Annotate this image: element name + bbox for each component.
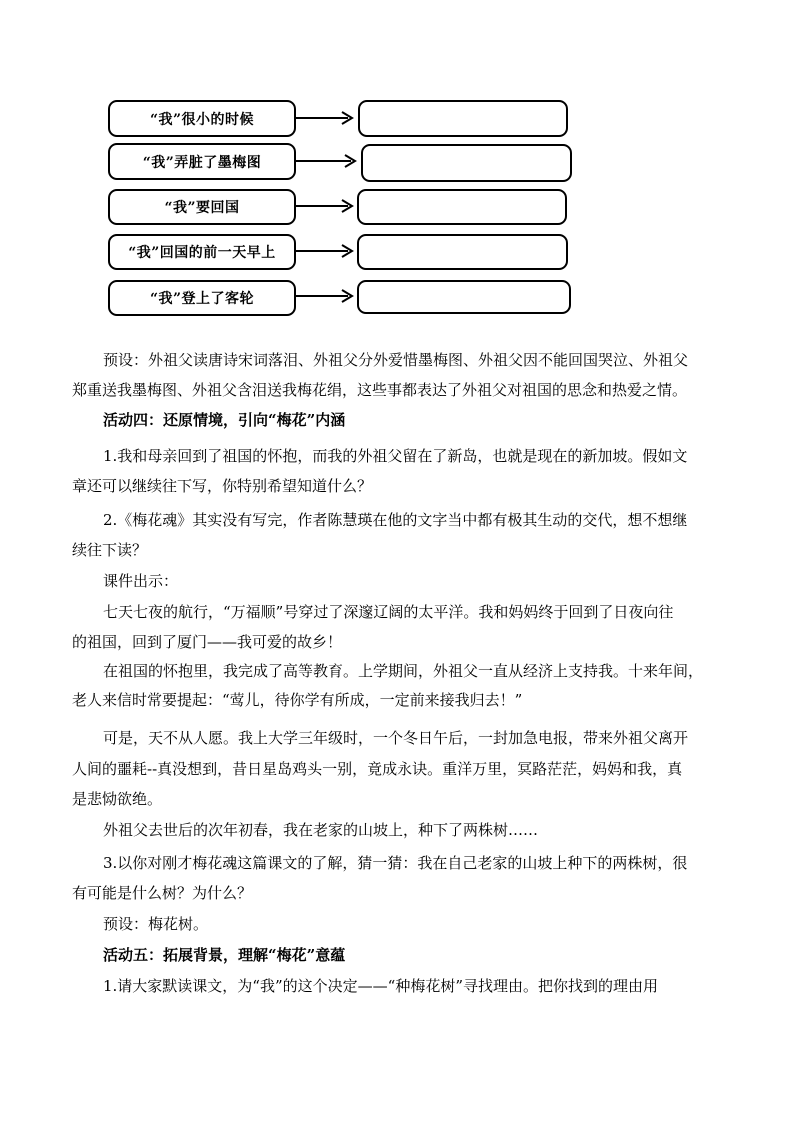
- answer-box-1[interactable]: [358, 100, 568, 137]
- excerpt-3-line-2: 人间的噩耗--真没想到，昔日星岛鸡头一别，竟成永诀。重洋万里，冥路茫茫，妈妈和我，真: [72, 760, 683, 778]
- event-label-3: “我”要回国: [164, 200, 240, 216]
- excerpt-2-line-2: 老人来信时常要提起：“莺儿，待你学有所成，一定前来接我归去！”: [72, 691, 523, 709]
- arrow-icon: [296, 288, 358, 304]
- question-2-line-1: 2.《梅花魂》其实没有写完，作者陈慧瑛在他的文字当中都有极其生动的交代，想不想继: [103, 511, 688, 529]
- preset-2: 预设：梅花树。: [103, 915, 209, 933]
- question-1-line-2: 章还可以继续往下写，你特别希望知道什么？: [72, 477, 373, 495]
- event-box-4: [108, 234, 296, 270]
- event-label-4: “我”回国的前一天早上: [128, 245, 276, 261]
- arrow-icon: [296, 153, 360, 169]
- answer-box-3[interactable]: [357, 189, 567, 225]
- answer-box-5[interactable]: [357, 280, 571, 314]
- event-box-5: [108, 280, 296, 316]
- question-4-line-1: 1.请大家默读课文，为“我”的这个决定——“种梅花树”寻找理由。把你找到的理由用: [103, 977, 658, 995]
- excerpt-4: 外祖父去世后的次年初春，我在老家的山坡上，种下了两株树……: [103, 821, 539, 839]
- question-3-line-1: 3.以你对刚才梅花魂这篇课文的了解，猜一猜：我在自己老家的山坡上种下的两株树，很: [103, 854, 688, 872]
- preset-1-line-2: 郑重送我墨梅图、外祖父含泪送我梅花绢，这些事都表达了外祖父对祖国的思念和热爱之情。: [72, 381, 688, 399]
- event-label-5: “我”登上了客轮: [149, 291, 255, 307]
- question-1-line-1: 1.我和母亲回到了祖国的怀抱，而我的外祖父留在了新岛，也就是现在的新加坡。假如文: [103, 447, 688, 465]
- preset-1-line-1: 预设：外祖父读唐诗宋词落泪、外祖父分外爱惜墨梅图、外祖父因不能回国哭泣、外祖父: [103, 351, 689, 369]
- excerpt-1-line-2: 的祖国，回到了厦门——我可爱的故乡！: [72, 633, 343, 651]
- event-box-2: [108, 143, 296, 180]
- excerpt-2-line-1: 在祖国的怀抱里，我完成了高等教育。上学期间，外祖父一直从经济上支持我。十来年间，: [103, 662, 704, 680]
- activity-5-heading: 活动五：拓展背景，理解“梅花”意蕴: [103, 946, 346, 964]
- excerpt-3-line-1: 可是，天不从人愿。我上大学三年级时，一个冬日午后，一封加急电报，带来外祖父离开: [103, 729, 689, 747]
- excerpt-3-line-3: 是悲恸欲绝。: [72, 790, 163, 808]
- question-3-line-2: 有可能是什么树？为什么？: [72, 884, 253, 902]
- excerpt-1-line-1: 七天七夜的航行，“万福顺”号穿过了深邃辽阔的太平洋。我和妈妈终于回到了日夜向往: [103, 603, 674, 621]
- courseware-label: 课件出示：: [103, 572, 179, 590]
- arrow-icon: [296, 110, 358, 126]
- arrow-icon: [296, 198, 358, 214]
- event-label-1: “我”很小的时候: [149, 111, 255, 128]
- question-2-line-2: 续往下读？: [72, 541, 148, 559]
- arrow-icon: [296, 243, 358, 259]
- activity-4-heading: 活动四：还原情境，引向“梅花”内涵: [103, 411, 346, 429]
- event-box-3: [108, 189, 296, 225]
- answer-box-2[interactable]: [361, 144, 572, 182]
- event-label-2: “我”弄脏了墨梅图: [142, 154, 262, 171]
- event-box-1: [108, 100, 296, 137]
- answer-box-4[interactable]: [357, 234, 568, 270]
